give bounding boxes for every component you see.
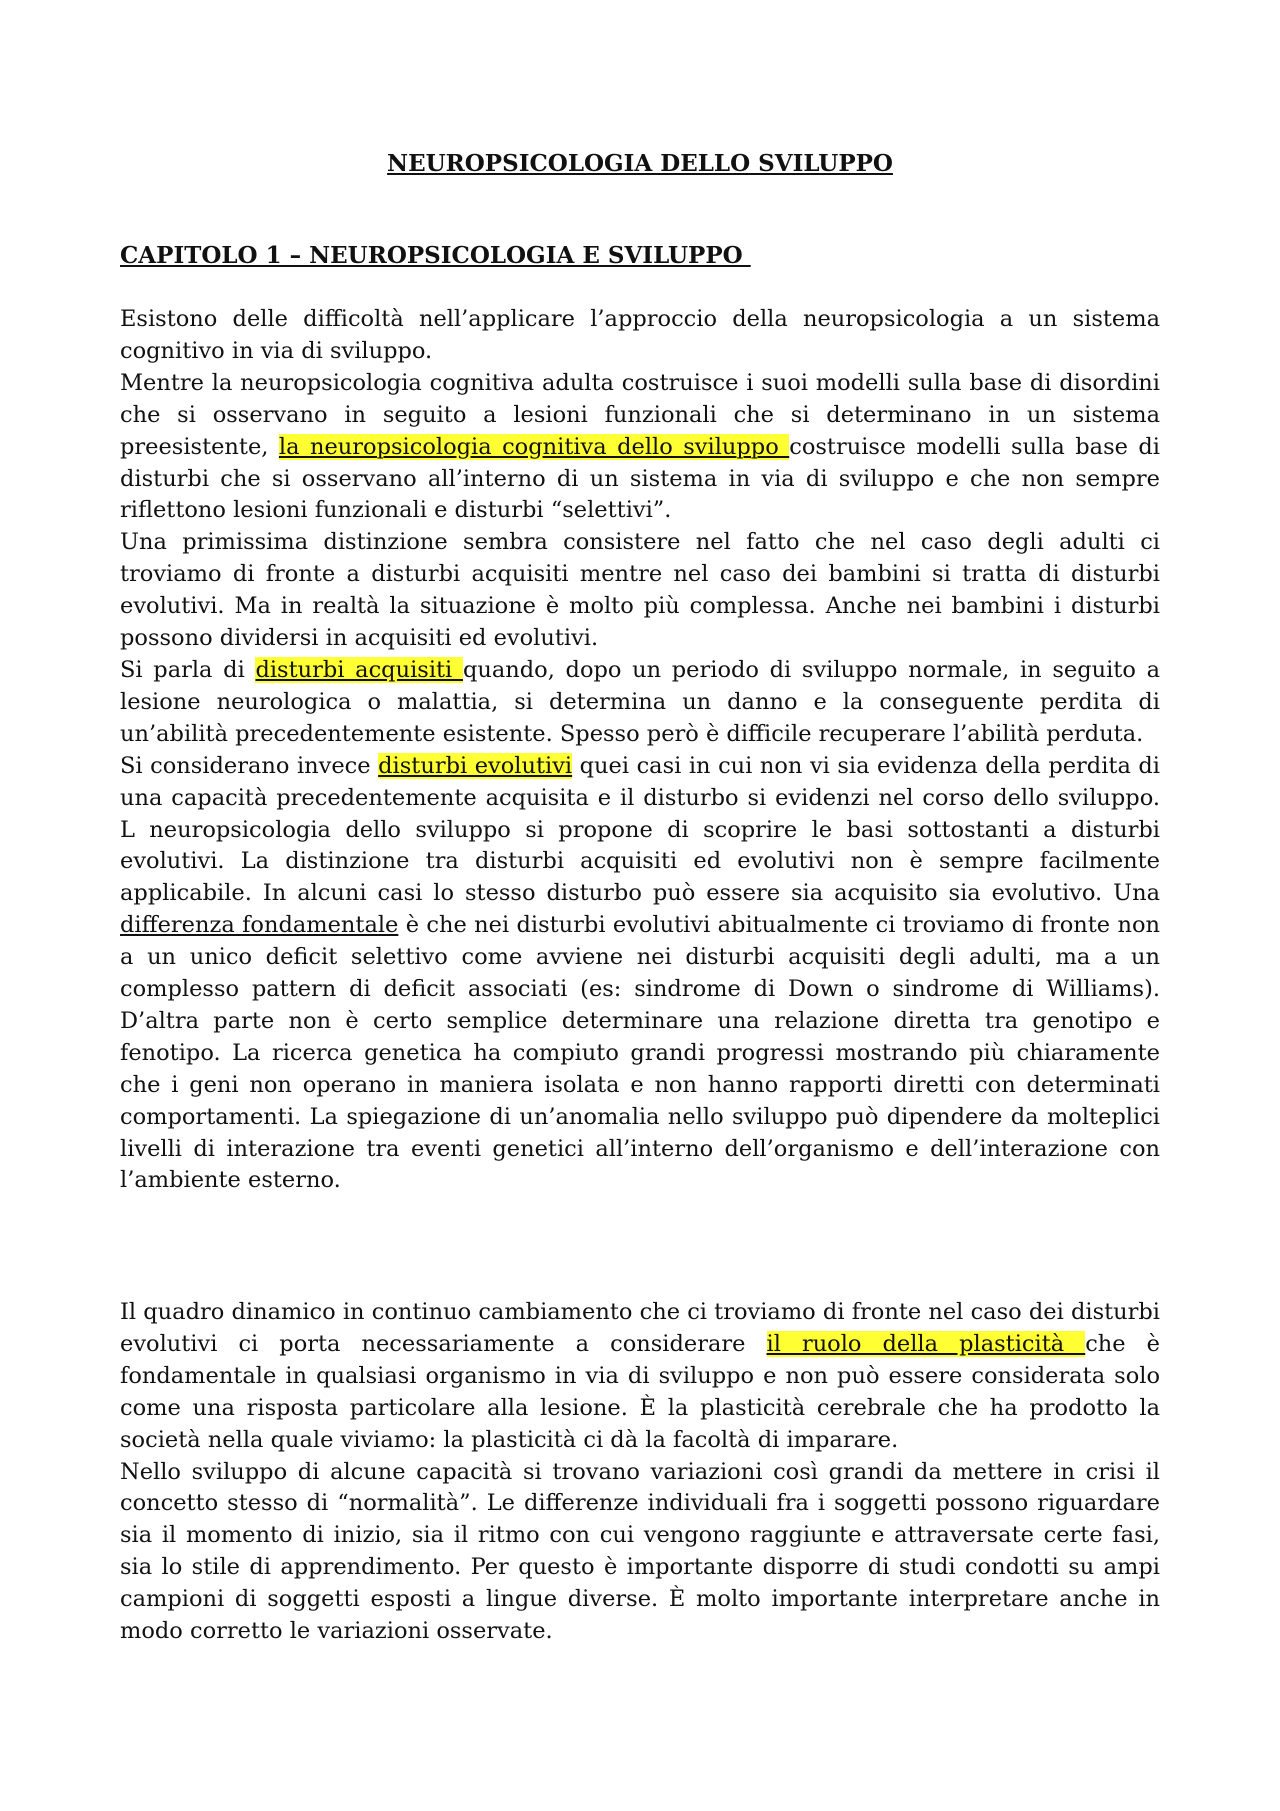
highlight-disturbi-acquisiti: disturbi acquisiti xyxy=(255,656,463,683)
paragraph-1-text: Esistono delle difficoltà nell’applicare l’approccio della neuropsicologia a un sistema cognitivo in via di sviluppo. xyxy=(120,306,1160,364)
paragraph-3-text: Una primissima distinzione sembra consistere nel fatto che nel caso degli adulti ci troviamo di fronte a disturbi acquisiti mentre nel caso dei bambini si tratta di disturbi evolutivi. Ma in realtà la situazione è molto più complessa. Anche nei bambini i disturbi possono dividersi in acquisiti ed evolutivi. xyxy=(120,529,1160,652)
paragraph-6-text-before: Il quadro dinamico in continuo cambiamento che ci troviamo di fronte nel caso dei disturbi evolutivi ci porta necessariamente a considerare xyxy=(120,1299,1160,1357)
paragraph-5 xyxy=(120,751,1160,1198)
section-2 xyxy=(120,1297,1160,1648)
paragraph-5-text-before: Si considerano invece xyxy=(120,752,379,779)
paragraph-2-text-after: costruisce modelli sulla base di disturbi che si osservano all’interno di un sistema in via di sviluppo e che non sempre riflettono lesioni funzionali e disturbi “selettivi”. xyxy=(120,433,1161,524)
document-title: NEUROPSICOLOGIA DELLO SVILUPPO xyxy=(387,150,893,177)
paragraph-5-text-middle: quei casi in cui non vi sia evidenza della perdita di una capacità precedentemente acquisita e il disturbo si evidenzi nel corso dello sviluppo. L neuropsicologia dello sviluppo si propone di scoprire le basi sottostanti a disturbi evolutivi. La distinzione tra disturbi acquisiti ed evolutivi non è sempre facilmente applicabile. In alcuni casi lo stesso disturbo può essere sia acquisito sia evolutivo. Una xyxy=(120,752,1160,907)
paragraph-6 xyxy=(120,1297,1160,1457)
section-1 xyxy=(120,304,1160,1197)
chapter-title: CAPITOLO 1 – NEUROPSICOLOGIA E SVILUPPO xyxy=(120,242,751,269)
paragraph-4-text-before: Si parla di xyxy=(120,656,256,683)
underline-differenza-fondamentale: differenza fondamentale xyxy=(120,912,399,939)
paragraph-2-text-before: Mentre la neuropsicologia cognitiva adulta costruisce i suoi modelli sulla base di disordini che si osservano in seguito a lesioni funzionali che si determinano in un sistema preesistente, xyxy=(120,369,1160,460)
paragraph-6-text-after: che è fondamentale in qualsiasi organismo in via di sviluppo e non può essere considerata solo come una risposta particolare alla lesione. È la plasticità cerebrale che ha prodotto la società nella quale viviamo: la plasticità ci dà la facoltà di imparare. xyxy=(120,1330,1160,1453)
paragraph-5-text-after: è che nei disturbi evolutivi abitualmente ci troviamo di fronte non a un unico deficit selettivo come avviene nei disturbi acquisiti degli adulti, ma a un complesso pattern di deficit associati (es: sindrome di Down o sindrome di Williams). D’altra parte non è certo semplice determinare una relazione diretta tra genotipo e fenotipo. La ricerca genetica ha compiuto grandi progressi mostrando più chiaramente che i geni non operano in maniera isolata e non hanno rapporti diretti con determinati comportamenti. La spiegazione di un’anomalia nello sviluppo può dipendere da molteplici livelli di interazione tra eventi genetici all’interno dell’organismo e dell’interazione con l’ambiente esterno. xyxy=(120,912,1160,1194)
paragraph-7-text: Nello sviluppo di alcune capacità si trovano variazioni così grandi da mettere in crisi il concetto stesso di “normalità”. Le differenze individuali fra i soggetti possono riguardare sia il momento di inizio, sia il ritmo con cui vengono raggiunte e attraversate certe fasi, sia lo stile di apprendimento. Per questo è importante disporre di studi condotti su ampi campioni di soggetti esposti a lingue diverse. È molto importante interpretare anche in modo corretto le variazioni osservate. xyxy=(120,1458,1160,1645)
highlight-ruolo-plasticita: il ruolo della plasticità xyxy=(766,1330,1086,1357)
paragraph-2 xyxy=(120,368,1160,528)
paragraph-7 xyxy=(120,1457,1160,1648)
highlight-disturbi-evolutivi: disturbi evolutivi xyxy=(378,752,573,779)
highlight-neuropsicologia-cognitiva-sviluppo: la neuropsicologia cognitiva dello sviluppo xyxy=(278,433,790,460)
paragraph-4 xyxy=(120,655,1160,751)
paragraph-3 xyxy=(120,527,1160,655)
paragraph-1 xyxy=(120,304,1160,368)
paragraph-4-text-after: quando, dopo un periodo di sviluppo normale, in seguito a lesione neurologica o malattia, si determina un danno e la conseguente perdita di un’abilità precedentemente esistente. Spesso però è difficile recuperare l’abilità perduta. xyxy=(120,656,1160,747)
